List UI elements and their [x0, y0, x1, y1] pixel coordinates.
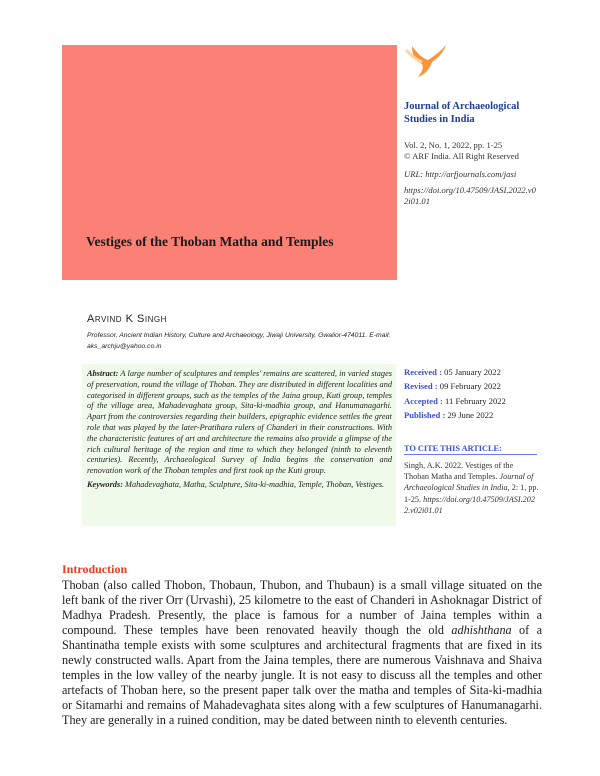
citation-doi[interactable]: https://doi.org/10.47509/JASI.2022.v02i01.01	[404, 494, 535, 515]
article-dates	[404, 365, 506, 422]
abstract-text: A large number of sculptures and temples' remains are scattered, in varied stages of preservation, round the village of Thoban. They are distributed in different localities and categorised in different groups, such as the temples of the Jaina group, Kuti group, temples of the village area, Mahadevaghata group, Sita-ki-madhia group, and Hanumanagarhi. Apart from the controversies regarding their builders, epigraphic evidence settles the great role that was played by the later-Pratihara rulers of Chanderi in their constructions. With the characteristic features of art and architecture the remains also provide a glimpse of the rich cultural heritage of the region and time to which they belonged (ninth to eleventh centuries). Recently, Archaeological Survey of India begins the conservation and renovation work of the Thoban temples and first took up the Kuti group.	[87, 369, 392, 476]
introduction-paragraph	[62, 578, 542, 728]
author-name: Arvind K Singh	[87, 313, 167, 325]
journal-logo-icon	[404, 44, 448, 78]
date-published: Published : 29 June 2022	[404, 409, 494, 420]
cite-heading: TO CITE THIS ARTICLE:	[404, 444, 537, 455]
date-received: Received : 05 January 2022	[404, 367, 501, 377]
citation-text: Singh, A.K. 2022. Vestiges of the Thoban Matha and Temples.	[404, 461, 514, 482]
journal-doi[interactable]: https://doi.org/10.47509/JASI.2022.v02i01.01	[404, 185, 536, 206]
journal-name: Journal of Archaeological Studies in India	[404, 101, 520, 125]
date-revised: Revised : 09 February 2022	[404, 381, 501, 392]
intro-text: Thoban (also called Thobon, Thobaun, Thubon, and Thubaun) is a small village situated on the left bank of the river Orr (Urvashi), 25 kilometre to the east of Chanderi in Ashoknagar District of Madhya Pradesh. Presently, the place is famous for a number of Jaina temples within a compound. These temples have been renovated heavily though the old	[62, 578, 542, 637]
journal-rights: © ARF India. All Right Reserved	[404, 151, 519, 161]
intro-text-cont: of a Shantinatha temple exists with some sculptures and architectural fragments that are fixed in its newly constructed walls. Apart from the Jaina temples, there are numerous Vaishnava and Shaiva temples in the low valley of the nearby jungle. It is not easy to discuss all the temples and other artefacts of Thoban here, so the present paper talk over the matha and temples of Sita-ki-madhia or Sitamarhi and remains of Mahadevaghata sites along with a few sculptures of Hanumanagarhi. They are generally in a ruined condition, may be dated between ninth to eleventh centuries.	[62, 623, 542, 727]
journal-url[interactable]: URL: http://arfjournals.com/jasi	[404, 169, 517, 179]
journal-volume: Vol. 2, No. 1, 2022, pp. 1-25	[404, 140, 503, 150]
article-title: Vestiges of the Thoban Matha and Temples	[86, 234, 334, 249]
citation-journal: Journal of Archaeological Studies in India,	[404, 472, 534, 493]
section-heading-introduction: Introduction	[62, 562, 128, 576]
citation-pages: 2: 1, pp. 1-25.	[404, 483, 539, 504]
keywords: Mahadevaghata, Matha, Sculpture, Sita-ki-madhia, Temple, Thoban, Vestiges.	[125, 479, 385, 489]
date-accepted: Accepted : 11 February 2022	[404, 395, 506, 406]
author-affiliation: Professor, Ancient Indian History, Culture and Archaeology, Jiwaji University, Gwalior-474011. E-mail: aks_archju@yahoo.co.in	[87, 332, 391, 350]
abstract-box	[82, 364, 396, 526]
keywords-label: Keywords:	[87, 479, 123, 489]
abstract-label: Abstract:	[87, 369, 119, 378]
intro-term: adhishthana	[451, 623, 512, 637]
citation	[404, 460, 539, 516]
